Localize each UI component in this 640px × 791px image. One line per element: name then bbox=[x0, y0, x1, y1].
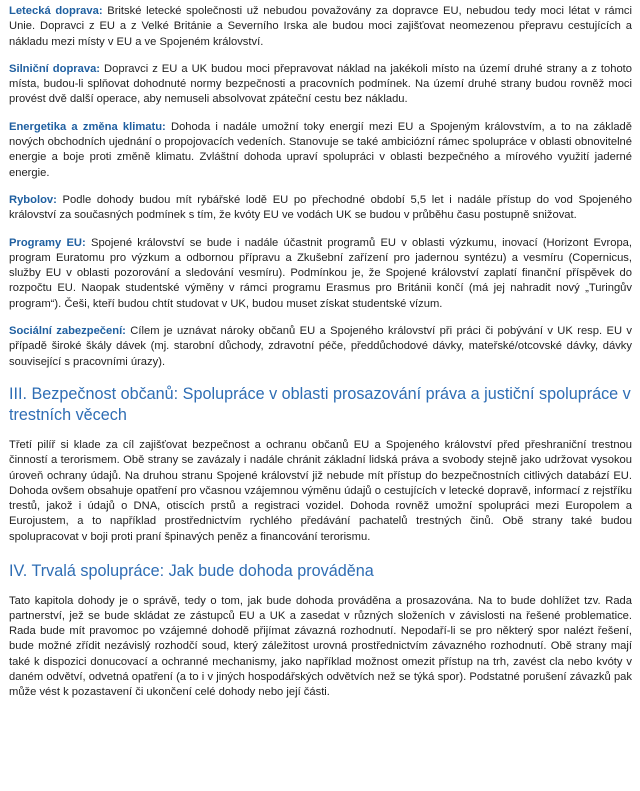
section-road-transport bbox=[9, 62, 632, 108]
section-lead: Energetika a změna klimatu: bbox=[9, 120, 166, 133]
section-lead: Sociální zabezpečení: bbox=[9, 325, 126, 338]
paragraph-citizen-security: Třetí pilíř si klade za cíl zajišťovat bezpečnost a ochranu občanů EU a Spojeného království před přeshraniční trestnou činností a terorismem. Obě strany se zavázaly i nadále chránit základní lidská práva a svobody stejně jako udržovat vysokou úroveň ochrany údajů. Na druhou stranu Spojené království již nebude mít přístup do bezpečnostních citlivých databází EU. Dohoda ovšem obsahuje opatření pro včasnou vzájemnou výměnu údajů o cestujících v letecké dopravě, informací z rejstříku trestů, jakož i údajů o DNA, otiscích prstů a registraci vozidel. Dohoda rovněž umožní spolupráci mezi Europolem a Eurojustem, a to například prostřednictvím rychlého předávání pachatelů trestných činů. Obě strany také budou spolupracovat v boji proti praní špinavých peněz a financování terorismu. bbox=[9, 438, 632, 543]
section-fisheries bbox=[9, 193, 632, 224]
section-eu-programmes bbox=[9, 236, 632, 312]
section-text: Dohoda i nadále umožní toky energií mezi EU a Spojeným královstvím, a to na základě nových obchodních ujednání o propojovacích vedeních. Stanovuje se také ambiciózní rámec spolupráce v oblasti obnovitelné energie a boje proti změně klimatu. Zvláštní dohoda upraví spolupráci v oblasti bezpečného a mírového využití jaderné energie. bbox=[9, 120, 632, 179]
heading-lasting-cooperation: IV. Trvalá spolupráce: Jak bude dohoda prováděna bbox=[9, 562, 374, 581]
section-text: Cílem je uznávat nároky občanů EU a Spojeného království při práci či pobývání v UK resp. EU v případě široké škály dávek (mj. starobní důchody, zdravotní péče, předdůchodové dávky, mateřské/otcovské dávky, dávky související s pracovními úrazy). bbox=[9, 325, 633, 368]
section-energy-climate bbox=[9, 120, 632, 181]
section-text: Britské letecké společnosti už nebudou považovány za dopravce EU, nebudou tedy moci létat v rámci Unie. Dopravci z EU a z Velké Británie a Severního Irska ale budou moci zajišťovat neomezenou přepravu cestujících a nákladu mezi místy v EU a ve Spojeném království. bbox=[9, 5, 632, 48]
section-lead: Silniční doprava: bbox=[9, 62, 101, 75]
section-lead: Programy EU: bbox=[9, 236, 86, 249]
section-air-transport bbox=[9, 4, 632, 50]
heading-citizen-security: III. Bezpečnost občanů: Spolupráce v oblasti prosazování práva a justiční spolupráce v trestních věcech bbox=[9, 384, 631, 425]
section-social-security bbox=[9, 324, 632, 370]
paragraph-lasting-cooperation: Tato kapitola dohody je o správě, tedy o tom, jak bude dohoda prováděna a prosazována. Na to bude dohlížet tzv. Rada partnerství, jež se bude skládat ze zástupců EU a UK a zasedat v různých složeních v závislosti na řešené problematice. Rada bude mít pravomoc po vzájemné dohodě přijímat závazná rozhodnutí. Nepodaří-li se pro některý spor nalézt řešení, bude možné zřídit nezávislý rozhodčí soud, který záležitost urovná prostřednictvím závazného rozhodnutí. Obě strany mají také k dispozici donucovací a ochranné mechanismy, jako například možnost omezit přístup na trh, zavést cla nebo kvóty v daném odvětví, odvetná opatření (a to i v jiných hospodářských odvětvích než se týká spor). Podstatné porušení závazků pak může vést k pozastavení či ukončení celé dohody nebo její části. bbox=[9, 594, 632, 699]
section-text: Spojené království se bude i nadále účastnit programů EU v oblasti výzkumu, inovací (Horizont Evropa, program Euratomu pro výzkum a odbornou přípravu a Zkušební zařízení pro jadernou syntézu) a vesmíru (Copernicus, služby EU v oblasti pozorování a sledování vesmíru). Podmínkou je, že Spojené království zaplatí finanční příspěvek do rozpočtu EU. Naopak studentské výměny v rámci programu Erasmus pro Británii končí (má jej nahradit nový „Turingův program“). Češi, kteří budou chtít studovat v UK, budou muset získat studentské vízum. bbox=[9, 236, 632, 310]
section-lead: Rybolov: bbox=[9, 193, 57, 206]
section-text: Podle dohody budou mít rybářské lodě EU po přechodné období 5,5 let i nadále přístup do vod Spojeného království za současných podmínek s tím, že kvóty EU ve vodách UK se budou v průběhu času postupně snižovat. bbox=[9, 193, 632, 222]
section-text: Dopravci z EU a UK budou moci přepravovat náklad na jakékoli místo na území druhé strany a z tohoto místa, budou-li splňovat dohodnuté normy bezpečnosti a pracovních podmínek. Na území druhé strany budou rovněž moci provést dvě další operace, aby nemuseli absolvovat zpáteční cestu bez nákladu. bbox=[9, 62, 633, 106]
section-lead: Letecká doprava: bbox=[9, 5, 103, 17]
